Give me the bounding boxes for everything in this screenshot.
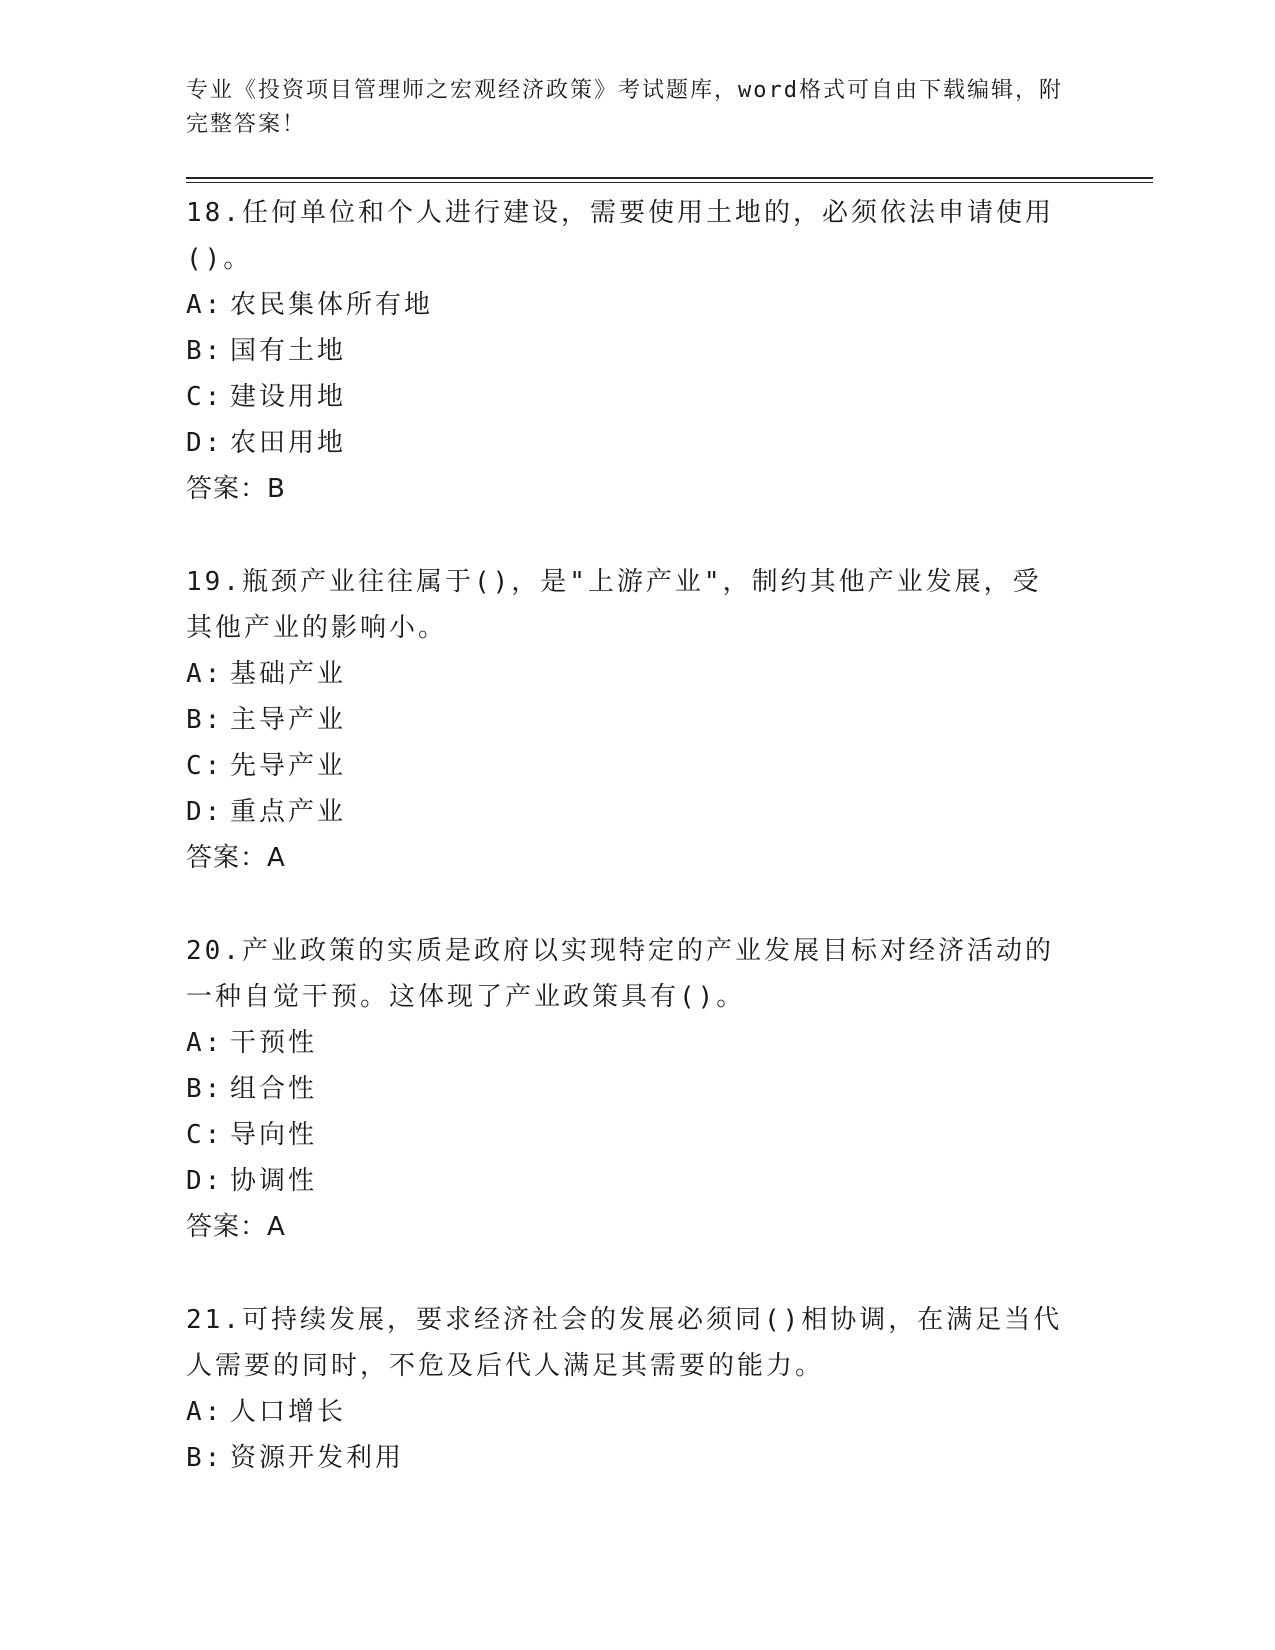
option-b xyxy=(186,328,1086,374)
option-letter: A: xyxy=(186,290,224,320)
option-d xyxy=(186,1158,1086,1204)
question-list xyxy=(186,190,1086,1528)
question-19 xyxy=(186,559,1086,881)
question-stem: 19.瓶颈产业往往属于()，是"上游产业"，制约其他产业发展，受其他产业的影响小。 xyxy=(186,567,1042,643)
option-letter: C: xyxy=(186,382,224,412)
header-divider-thin xyxy=(186,182,1153,183)
option-text: 重点产业 xyxy=(230,797,347,827)
question-stem: 20.产业政策的实质是政府以实现特定的产业发展目标对经济活动的一种自觉干预。这体现了产业政策具有()。 xyxy=(186,936,1054,1012)
option-letter: C: xyxy=(186,751,224,781)
option-text: 干预性 xyxy=(230,1028,318,1058)
option-letter: B: xyxy=(186,1074,224,1104)
option-text: 农田用地 xyxy=(230,428,347,458)
option-text: 资源开发利用 xyxy=(230,1443,405,1473)
option-text: 基础产业 xyxy=(230,659,347,689)
option-text: 农民集体所有地 xyxy=(230,290,434,320)
option-b xyxy=(186,697,1086,743)
option-d xyxy=(186,420,1086,466)
option-b xyxy=(186,1066,1086,1112)
option-b xyxy=(186,1435,1086,1481)
option-text: 主导产业 xyxy=(230,705,347,735)
option-letter: B: xyxy=(186,1443,224,1473)
option-letter: A: xyxy=(186,1397,224,1427)
question-21 xyxy=(186,1297,1086,1481)
answer-line: 答案：A xyxy=(186,843,286,873)
question-stem: 21.可持续发展，要求经济社会的发展必须同()相协调，在满足当代人需要的同时，不危及后代人满足其需要的能力。 xyxy=(186,1305,1063,1381)
option-letter: B: xyxy=(186,336,224,366)
option-letter: D: xyxy=(186,1166,224,1196)
header-divider-thick xyxy=(186,177,1153,179)
option-c xyxy=(186,1112,1086,1158)
option-letter: D: xyxy=(186,428,224,458)
question-18 xyxy=(186,190,1086,512)
option-a xyxy=(186,282,1086,328)
option-text: 协调性 xyxy=(230,1166,318,1196)
option-letter: D: xyxy=(186,797,224,827)
option-text: 先导产业 xyxy=(230,751,347,781)
option-a xyxy=(186,1389,1086,1435)
option-c xyxy=(186,374,1086,420)
option-letter: A: xyxy=(186,659,224,689)
option-letter: B: xyxy=(186,705,224,735)
answer-line: 答案：A xyxy=(186,1212,286,1242)
option-text: 国有土地 xyxy=(230,336,347,366)
question-20 xyxy=(186,928,1086,1250)
option-c xyxy=(186,743,1086,789)
question-stem: 18.任何单位和个人进行建设，需要使用土地的，必须依法申请使用()。 xyxy=(186,198,1054,274)
option-a xyxy=(186,1020,1086,1066)
option-text: 建设用地 xyxy=(230,382,347,412)
option-letter: C: xyxy=(186,1120,224,1150)
option-text: 人口增长 xyxy=(230,1397,347,1427)
option-d xyxy=(186,789,1086,835)
option-text: 组合性 xyxy=(230,1074,318,1104)
option-letter: A: xyxy=(186,1028,224,1058)
option-text: 导向性 xyxy=(230,1120,318,1150)
option-a xyxy=(186,651,1086,697)
answer-line: 答案：B xyxy=(186,474,286,504)
document-header: 专业《投资项目管理师之宏观经济政策》考试题库，word格式可自由下载编辑，附完整答案！ xyxy=(186,78,1063,137)
